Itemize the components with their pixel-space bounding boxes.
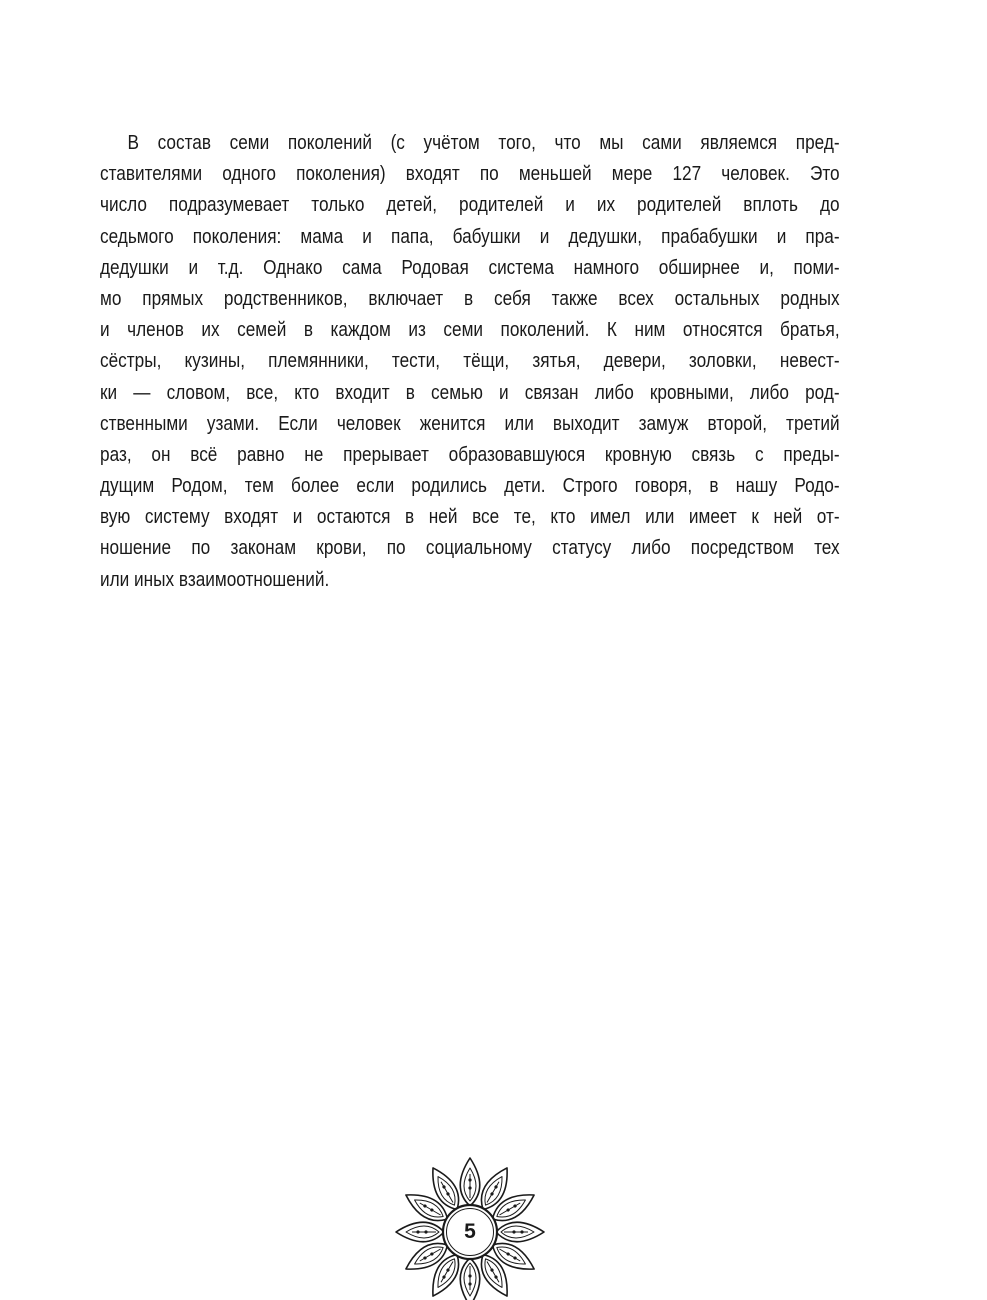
page-number: 5	[464, 1220, 476, 1243]
text-line: дущим Родом, тем более если родились дети. Строго говоря, в нашу Родо-	[100, 475, 840, 498]
body-paragraph	[100, 128, 840, 596]
text-line: ставителями одного поколения) входят по меньшей мере 127 человек. Это	[100, 163, 840, 186]
text-line: седьмого поколения: мама и папа, бабушки и дедушки, прабабушки и пра-	[100, 225, 840, 248]
text-line: мо прямых родственников, включает в себя также всех остальных родных	[100, 287, 840, 310]
text-line: сёстры, кузины, племянники, тести, тёщи, зятья, девери, золовки, невест-	[100, 350, 840, 373]
text-line: ношение по законам крови, по социальному статусу либо посредством тех	[100, 537, 840, 560]
text-line: и членов их семей в каждом из семи поколений. К ним относятся братья,	[100, 319, 840, 342]
text-line: число подразумевает только детей, родителей и их родителей вплоть до	[100, 194, 840, 217]
text-line: вую систему входят и остаются в ней все те, кто имел или имеет к ней от-	[100, 506, 840, 529]
text-line: или иных взаимоотношений.	[100, 568, 330, 591]
text-line: ственными узами. Если человек женится или выходит замуж второй, третий	[100, 412, 840, 435]
text-line: раз, он всё равно не прерывает образовавшуюся кровную связь с преды-	[100, 443, 840, 466]
text-line: дедушки и т.д. Однако сама Родовая система намного обширнее и, поми-	[100, 256, 840, 279]
text-line: ки — словом, все, кто входит в семью и связан либо кровными, либо род-	[100, 381, 840, 404]
text-line: В состав семи поколений (с учётом того, что мы сами являемся пред-	[127, 132, 840, 154]
